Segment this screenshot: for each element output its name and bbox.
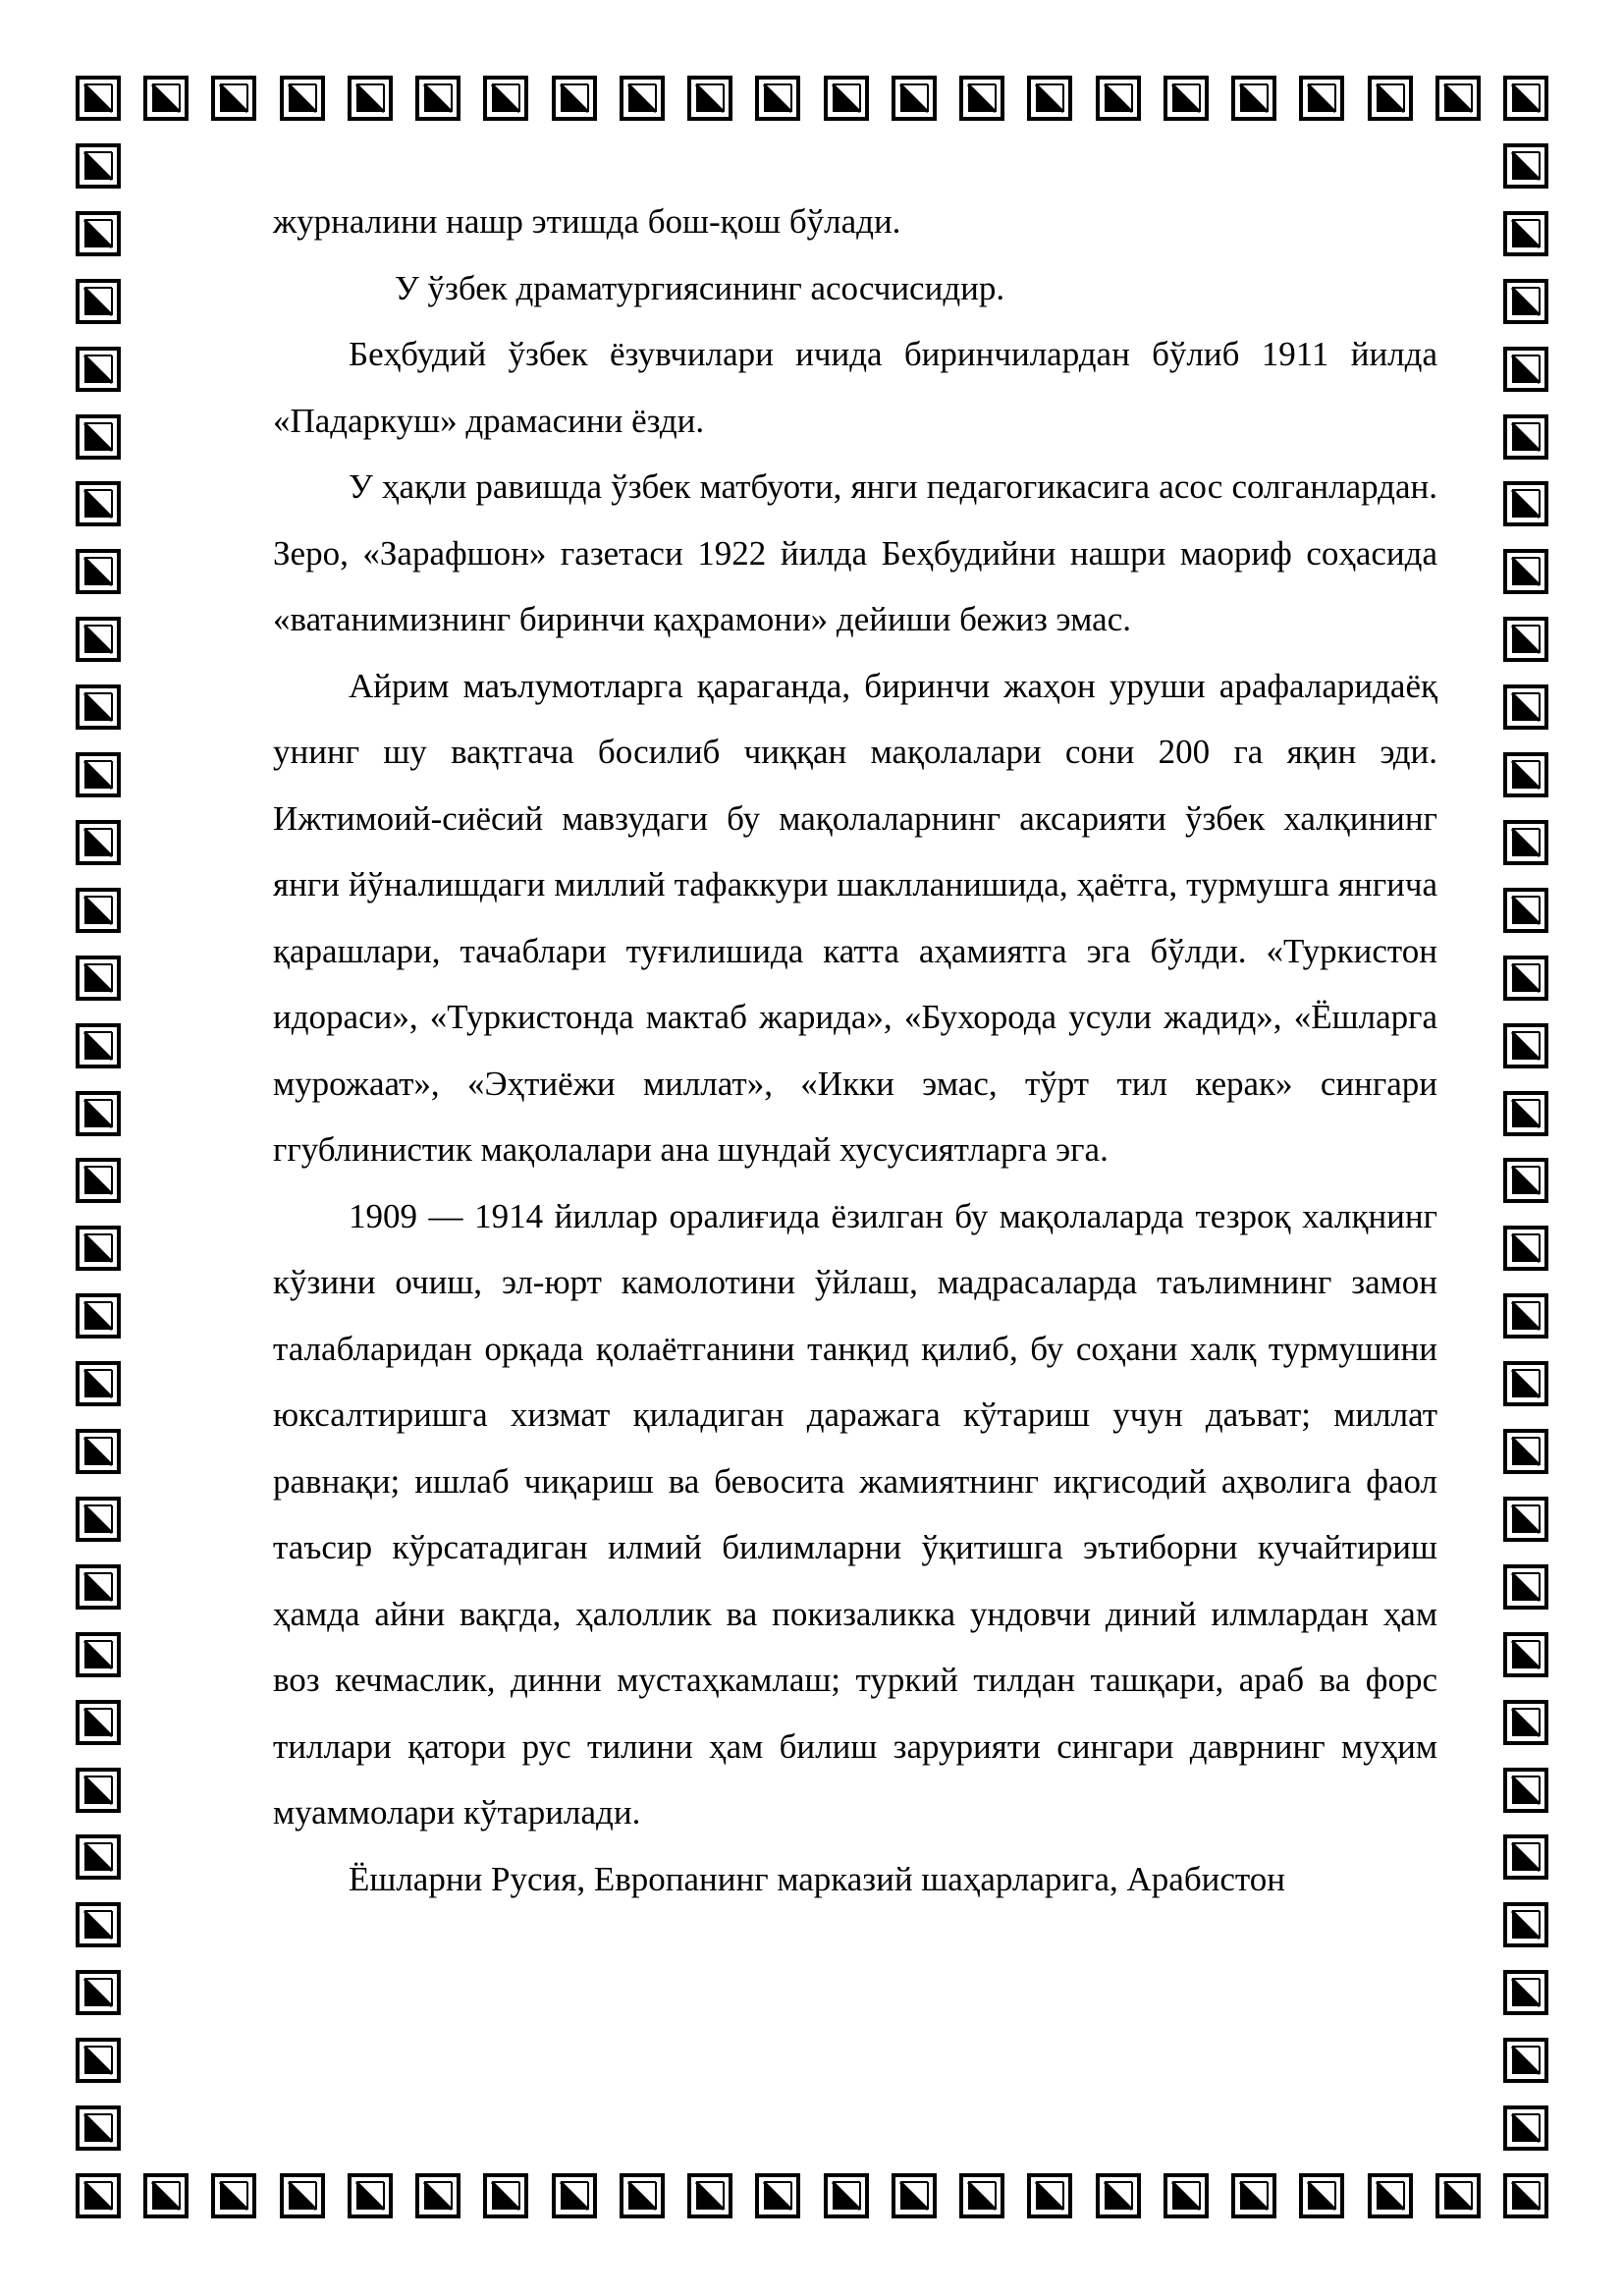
square-diagonal-triangle-icon (1503, 1834, 1548, 1880)
square-diagonal-triangle-icon (1503, 279, 1548, 324)
square-diagonal-triangle-icon (280, 76, 325, 121)
square-diagonal-triangle-icon (1503, 347, 1548, 392)
square-diagonal-triangle-icon (76, 279, 121, 324)
square-diagonal-triangle-icon (1503, 1768, 1548, 1813)
square-diagonal-triangle-icon (892, 76, 937, 121)
square-diagonal-triangle-icon (1368, 2173, 1413, 2218)
square-diagonal-triangle-icon (1164, 2173, 1209, 2218)
square-diagonal-triangle-icon (959, 76, 1004, 121)
square-diagonal-triangle-icon (76, 481, 121, 526)
square-diagonal-triangle-icon (76, 1564, 121, 1610)
square-diagonal-triangle-icon (1503, 1226, 1548, 1271)
square-diagonal-triangle-icon (1503, 1429, 1548, 1474)
square-diagonal-triangle-icon (76, 1632, 121, 1677)
square-diagonal-triangle-icon (687, 2173, 732, 2218)
square-diagonal-triangle-icon (1503, 1497, 1548, 1542)
square-diagonal-triangle-icon (1503, 1361, 1548, 1406)
square-diagonal-triangle-icon (755, 76, 800, 121)
square-diagonal-triangle-icon (1503, 1091, 1548, 1136)
square-diagonal-triangle-icon (76, 1834, 121, 1880)
square-diagonal-triangle-icon (76, 1902, 121, 1947)
square-diagonal-triangle-icon (76, 2038, 121, 2083)
square-diagonal-triangle-icon (620, 76, 665, 121)
square-diagonal-triangle-icon (1503, 481, 1548, 526)
square-diagonal-triangle-icon (1503, 2105, 1548, 2151)
square-diagonal-triangle-icon (76, 617, 121, 662)
square-diagonal-triangle-icon (76, 1293, 121, 1339)
square-diagonal-triangle-icon (1503, 752, 1548, 797)
square-diagonal-triangle-icon (76, 888, 121, 933)
square-diagonal-triangle-icon (76, 1700, 121, 1745)
square-diagonal-triangle-icon (1027, 2173, 1072, 2218)
square-diagonal-triangle-icon (483, 2173, 528, 2218)
square-diagonal-triangle-icon (1231, 2173, 1276, 2218)
square-diagonal-triangle-icon (824, 2173, 869, 2218)
square-diagonal-triangle-icon (1368, 76, 1413, 121)
square-diagonal-triangle-icon (280, 2173, 325, 2218)
square-diagonal-triangle-icon (1503, 684, 1548, 730)
square-diagonal-triangle-icon (1164, 76, 1209, 121)
square-diagonal-triangle-icon (1503, 1700, 1548, 1745)
square-diagonal-triangle-icon (1503, 1158, 1548, 1203)
square-diagonal-triangle-icon (1503, 2038, 1548, 2083)
square-diagonal-triangle-icon (1503, 888, 1548, 933)
square-diagonal-triangle-icon (76, 211, 121, 256)
paragraph-1: журналини нашр этишда бош-қош бўлади. (273, 202, 901, 241)
square-diagonal-triangle-icon (1435, 76, 1481, 121)
square-diagonal-triangle-icon (76, 1361, 121, 1406)
square-diagonal-triangle-icon (76, 1226, 121, 1271)
paragraph-3: Беҳбудий ўзбек ёзувчилари ичида биринчилардан бўлиб 1911 йилда «Падаркуш» драмасини ёзди. (273, 335, 1437, 440)
paragraph-2: У ўзбек драматургиясининг асосчисидир. (395, 268, 1005, 307)
square-diagonal-triangle-icon (892, 2173, 937, 2218)
document-body (273, 189, 1437, 1912)
square-diagonal-triangle-icon (1503, 1970, 1548, 2015)
square-diagonal-triangle-icon (76, 752, 121, 797)
square-diagonal-triangle-icon (755, 2173, 800, 2218)
square-diagonal-triangle-icon (76, 1023, 121, 1068)
square-diagonal-triangle-icon (76, 1970, 121, 2015)
square-diagonal-triangle-icon (1503, 617, 1548, 662)
square-diagonal-triangle-icon (1503, 1632, 1548, 1677)
square-diagonal-triangle-icon (1503, 1902, 1548, 1947)
square-diagonal-triangle-icon (552, 2173, 597, 2218)
square-diagonal-triangle-icon (1435, 2173, 1481, 2218)
square-diagonal-triangle-icon (76, 820, 121, 865)
square-diagonal-triangle-icon (76, 684, 121, 730)
square-diagonal-triangle-icon (76, 1497, 121, 1542)
square-diagonal-triangle-icon (143, 76, 189, 121)
square-diagonal-triangle-icon (143, 2173, 189, 2218)
square-diagonal-triangle-icon (76, 956, 121, 1001)
square-diagonal-triangle-icon (1503, 76, 1548, 121)
square-diagonal-triangle-icon (211, 2173, 256, 2218)
square-diagonal-triangle-icon (76, 414, 121, 460)
square-diagonal-triangle-icon (1503, 211, 1548, 256)
square-diagonal-triangle-icon (1503, 1023, 1548, 1068)
square-diagonal-triangle-icon (1503, 1564, 1548, 1610)
square-diagonal-triangle-icon (415, 76, 460, 121)
square-diagonal-triangle-icon (1096, 76, 1141, 121)
square-diagonal-triangle-icon (1503, 956, 1548, 1001)
square-diagonal-triangle-icon (959, 2173, 1004, 2218)
square-diagonal-triangle-icon (415, 2173, 460, 2218)
square-diagonal-triangle-icon (76, 549, 121, 594)
square-diagonal-triangle-icon (76, 1768, 121, 1813)
square-diagonal-triangle-icon (348, 2173, 393, 2218)
square-diagonal-triangle-icon (1299, 2173, 1344, 2218)
square-diagonal-triangle-icon (824, 76, 869, 121)
square-diagonal-triangle-icon (1299, 76, 1344, 121)
square-diagonal-triangle-icon (1503, 143, 1548, 189)
square-diagonal-triangle-icon (1503, 1293, 1548, 1339)
square-diagonal-triangle-icon (76, 143, 121, 189)
paragraph-7: Ёшларни Русия, Европанинг марказий шаҳарларига, Арабистон (349, 1859, 1285, 1898)
square-diagonal-triangle-icon (76, 1091, 121, 1136)
paragraph-5: Айрим маълумотларга қараганда, биринчи жаҳон уруши арафаларидаёқ унинг шу вақтгача босилиб чиққан мақолалари сони 200 га яқин эди. Ижтимоий-сиёсий мавзудаги бу мақолаларнинг аксарияти ўзбек халқининг янги йўналишдаги миллий тафаккури шаклланишида, ҳаётга, турмушга янгича қарашлари, тачаблари туғилишида катта аҳамиятга эга бўлди. «Туркистон идораси», «Туркистонда мактаб жарида», «Бухорода усули жадид», «Ёшларга мурожаат», «Эҳтиёжи миллат», «Икки эмас, тўрт тил керак» сингари ггублинистик мақолалари ана шундай хусусиятларга эга. (273, 666, 1437, 1169)
square-diagonal-triangle-icon (483, 76, 528, 121)
square-diagonal-triangle-icon (76, 2173, 121, 2218)
square-diagonal-triangle-icon (76, 347, 121, 392)
square-diagonal-triangle-icon (211, 76, 256, 121)
square-diagonal-triangle-icon (76, 1158, 121, 1203)
square-diagonal-triangle-icon (552, 76, 597, 121)
paragraph-4: У ҳақли равишда ўзбек матбуоти, янги педагогикасига асос солганлардан. Зеро, «Зарафшон» газетаси 1922 йилда Беҳбудийни нашри маориф соҳасида «ватанимизнинг биринчи қаҳрамони» дейиши бежиз эмас. (273, 467, 1437, 638)
square-diagonal-triangle-icon (76, 1429, 121, 1474)
square-diagonal-triangle-icon (348, 76, 393, 121)
square-diagonal-triangle-icon (1027, 76, 1072, 121)
square-diagonal-triangle-icon (1503, 549, 1548, 594)
square-diagonal-triangle-icon (1503, 414, 1548, 460)
square-diagonal-triangle-icon (76, 2105, 121, 2151)
square-diagonal-triangle-icon (1231, 76, 1276, 121)
square-diagonal-triangle-icon (76, 76, 121, 121)
square-diagonal-triangle-icon (620, 2173, 665, 2218)
paragraph-6: 1909 — 1914 йиллар оралиғида ёзилган бу мақолаларда тезроқ халқнинг кўзини очиш, эл-юрт камолотини ўйлаш, мадрасаларда таълимнинг замон талабларидан орқада қолаётганини танқид қилиб, бу соҳани халқ турмушини юксалтиришга хизмат қиладиган даражага кўтариш учун даъват; миллат равнақи; ишлаб чиқариш ва бевосита жамиятнинг иқгисодий аҳволига фаол таъсир кўрсатадиган илмий билимларни ўқитишга эътиборни кучайтириш ҳамда айни вақгда, ҳалоллик ва покизаликка ундовчи диний илмлардан ҳам воз кечмаслик, динни мустаҳкамлаш; туркий тилдан ташқари, араб ва форс тиллари қатори рус тилини ҳам билиш зарурияти сингари даврнинг муҳим муаммолари кўтарилади. (273, 1196, 1437, 1831)
square-diagonal-triangle-icon (1096, 2173, 1141, 2218)
square-diagonal-triangle-icon (1503, 2173, 1548, 2218)
square-diagonal-triangle-icon (687, 76, 732, 121)
square-diagonal-triangle-icon (1503, 820, 1548, 865)
